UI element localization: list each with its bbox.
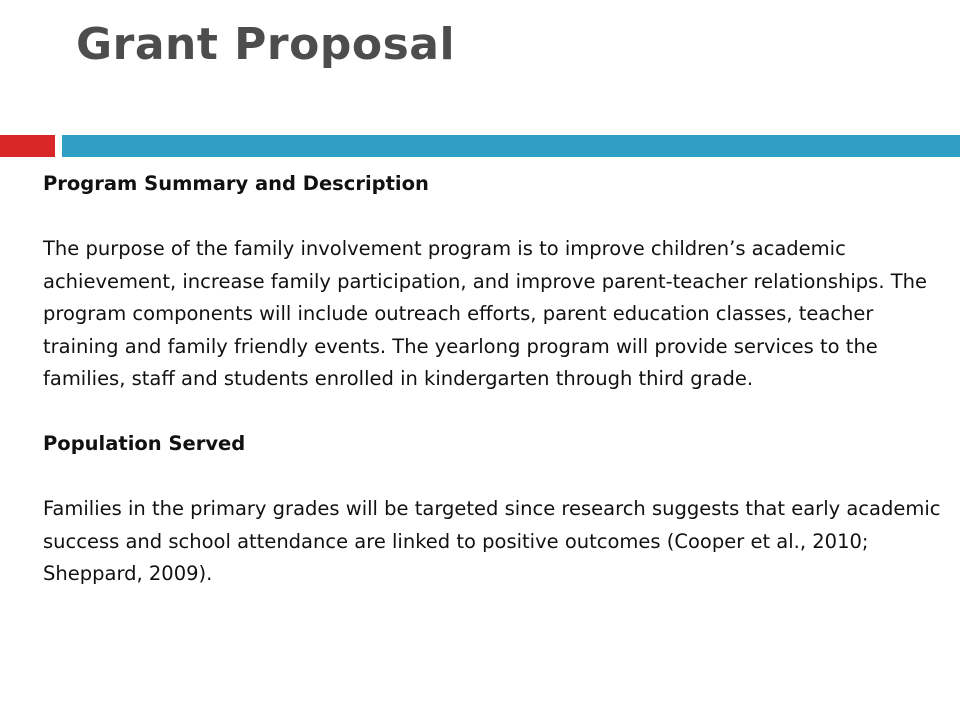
section-body-population-served: Families in the primary grades will be targeted since research suggests that early academic success and school attendance are linked to positive outcomes (Cooper et al., 2010; Sheppard, 2009). xyxy=(43,497,941,585)
paragraph-spacer xyxy=(43,396,943,429)
section-body-program-summary: The purpose of the family involvement program is to improve children’s academic achievement, increase family participation, and improve parent-teacher relationships. The program components will include outreach efforts, parent education classes, teacher training and family friendly events. The yearlong program will provide services to the families, staff and students enrolled in kindergarten through third grade. xyxy=(43,237,927,390)
paragraph-spacer xyxy=(43,201,943,234)
title-rule-red-accent xyxy=(0,135,55,157)
slide-title: Grant Proposal xyxy=(76,19,456,70)
section-heading-population-served: Population Served xyxy=(43,432,246,455)
section-heading-program-summary: Program Summary and Description xyxy=(43,172,429,195)
slide-content xyxy=(43,168,943,591)
paragraph-spacer xyxy=(43,461,943,494)
title-rule-blue-bar xyxy=(62,135,960,157)
